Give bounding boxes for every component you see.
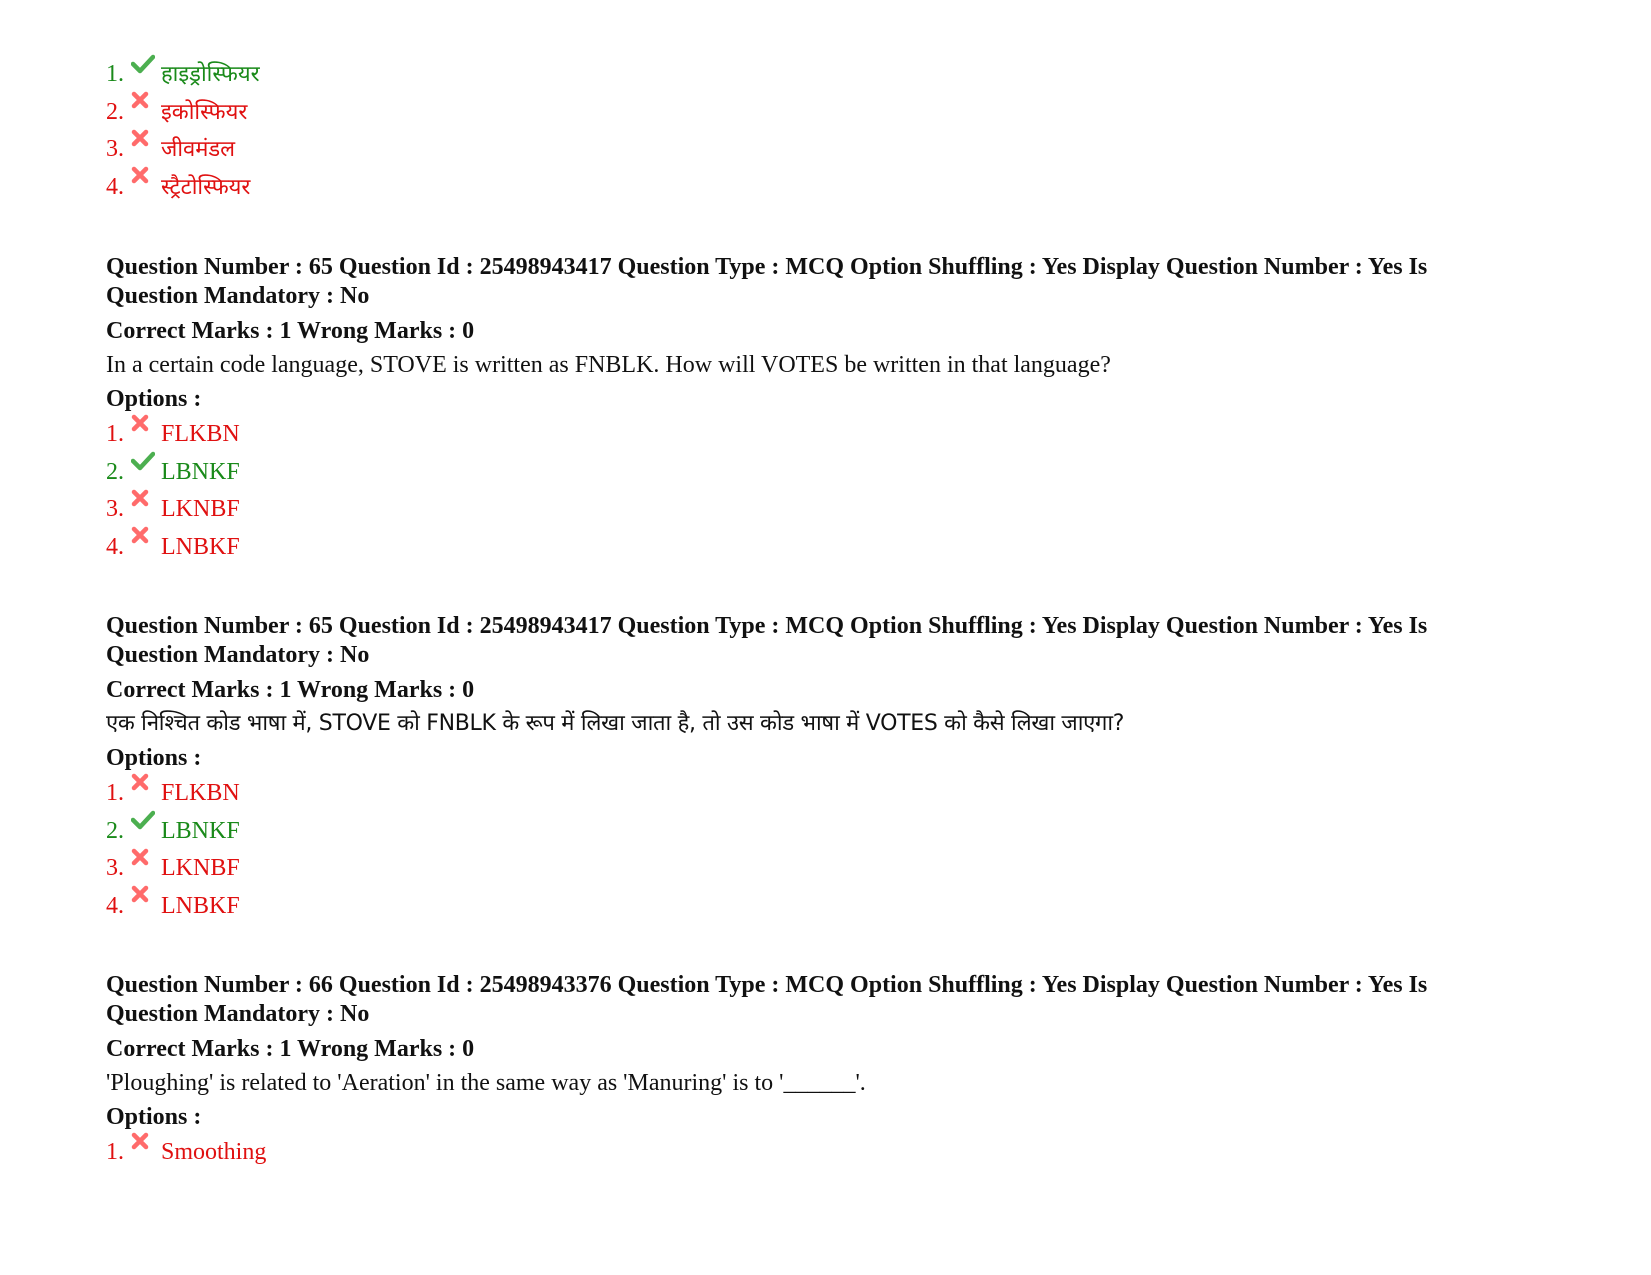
option-number: 2. — [106, 817, 124, 844]
option-item — [106, 529, 1546, 567]
option-text: LKNBF — [161, 855, 240, 881]
cross-icon — [131, 773, 161, 803]
carryover-options — [106, 56, 1546, 206]
question-header-line2: Question Mandatory : No — [106, 1000, 370, 1027]
option-text: LBNKF — [161, 817, 240, 844]
option-text: LKNBF — [161, 496, 240, 522]
question-header — [106, 612, 1546, 669]
check-icon — [131, 810, 161, 840]
option-number: 3. — [106, 136, 124, 162]
option-number: 1. — [106, 61, 124, 87]
option-text: FLKBN — [161, 780, 240, 806]
question-header-line1: Question Number : 66 Question Id : 25498943376 Question Type : MCQ Option Shuffling : Yes Display Question Number : Yes Is — [106, 972, 1428, 998]
option-item — [106, 491, 1546, 529]
question-block — [106, 971, 1546, 1172]
option-text: LNBKF — [161, 892, 240, 919]
option-text: Smoothing — [161, 1139, 267, 1165]
option-item — [106, 850, 1546, 888]
option-text: जीवमंडल — [161, 137, 236, 162]
option-text: FLKBN — [161, 421, 240, 447]
question-header-line2: Question Mandatory : No — [106, 282, 370, 309]
option-text: LNBKF — [161, 533, 240, 560]
options-label: Options : — [106, 745, 202, 771]
option-number: 2. — [106, 458, 124, 485]
options-label: Options : — [106, 1104, 202, 1130]
option-number: 1. — [106, 1139, 124, 1165]
question-header-line1: Question Number : 65 Question Id : 25498943417 Question Type : MCQ Option Shuffling : Yes Display Question Number : Yes Is — [106, 613, 1428, 639]
option-number: 3. — [106, 496, 124, 522]
question-text: एक निश्चित कोड भाषा में, STOVE को FNBLK के रूप में लिखा जाता है, तो उस कोड भाषा में VOTES को कैसे लिखा जाएगा? — [106, 711, 1125, 736]
question-text: 'Ploughing' is related to 'Aeration' in the same way as 'Manuring' is to '______'. — [106, 1070, 866, 1096]
option-item — [106, 416, 1546, 454]
question-marks: Correct Marks : 1 Wrong Marks : 0 — [106, 677, 475, 703]
option-item — [106, 131, 1546, 169]
question-marks: Correct Marks : 1 Wrong Marks : 0 — [106, 1036, 475, 1062]
question-header — [106, 971, 1546, 1028]
option-item — [106, 775, 1546, 813]
option-item — [106, 56, 1546, 94]
question-header-line1: Question Number : 65 Question Id : 25498943417 Question Type : MCQ Option Shuffling : Yes Display Question Number : Yes Is — [106, 254, 1428, 280]
option-list — [106, 1134, 1546, 1172]
option-text: LBNKF — [161, 458, 240, 485]
option-list — [106, 416, 1546, 566]
option-list — [106, 775, 1546, 925]
options-label: Options : — [106, 386, 202, 412]
option-item — [106, 94, 1546, 132]
cross-icon — [131, 1132, 161, 1162]
cross-icon — [131, 414, 161, 444]
question-header-line2: Question Mandatory : No — [106, 641, 370, 668]
option-text: हाइड्रोस्फियर — [161, 62, 260, 87]
cross-icon — [131, 489, 161, 519]
option-number: 4. — [106, 892, 124, 919]
option-number: 3. — [106, 855, 124, 881]
cross-icon — [131, 885, 161, 915]
cross-icon — [131, 526, 161, 556]
option-number: 2. — [106, 98, 124, 125]
cross-icon — [131, 166, 161, 196]
option-item — [106, 169, 1546, 207]
option-number: 4. — [106, 173, 124, 200]
check-icon — [131, 54, 161, 84]
option-number: 1. — [106, 780, 124, 806]
option-item — [106, 888, 1546, 926]
cross-icon — [131, 129, 161, 159]
question-block — [106, 253, 1546, 566]
option-item — [106, 813, 1546, 851]
option-number: 4. — [106, 533, 124, 560]
question-header — [106, 253, 1546, 310]
option-text: इकोस्फियर — [161, 99, 248, 125]
cross-icon — [131, 848, 161, 878]
question-block — [106, 612, 1546, 925]
option-text: स्ट्रैटोस्फियर — [161, 174, 251, 200]
option-item — [106, 1134, 1546, 1172]
option-item — [106, 454, 1546, 492]
check-icon — [131, 451, 161, 481]
question-text: In a certain code language, STOVE is written as FNBLK. How will VOTES be written in that language? — [106, 352, 1111, 378]
question-marks: Correct Marks : 1 Wrong Marks : 0 — [106, 318, 475, 344]
option-number: 1. — [106, 421, 124, 447]
cross-icon — [131, 91, 161, 121]
document-page — [106, 56, 1546, 1172]
